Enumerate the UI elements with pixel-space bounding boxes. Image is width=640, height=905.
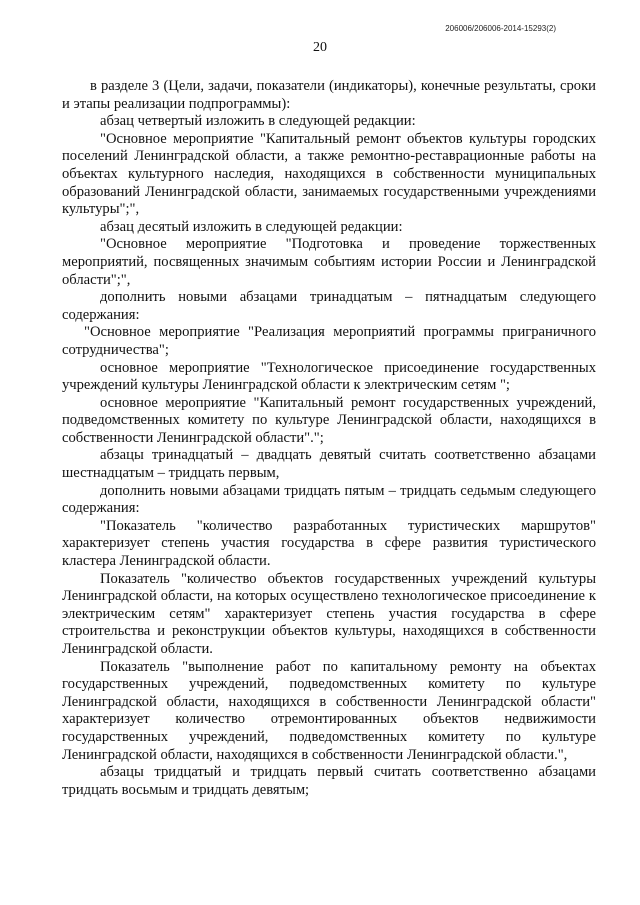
document-body xyxy=(62,78,596,799)
document-id: 206006/206006-2014-15293(2) xyxy=(445,24,556,33)
paragraph: абзацы тридцатый и тридцать первый считать соответственно абзацами тридцать восьмым и тридцать девятым; xyxy=(62,764,596,798)
paragraph: дополнить новыми абзацами тринадцатым – пятнадцатым следующего содержания: xyxy=(62,289,596,323)
paragraph: "Показатель "количество разработанных туристических маршрутов" характеризует степень участия государства в сфере развития туристического кластера Ленинградской области. xyxy=(62,517,596,570)
paragraph: Показатель "количество объектов государственных учреждений культуры Ленинградской области, на которых осуществлено технологическое присоединение к электрическим сетям" характеризует степень участия государства в сфере строительства и реконструкции объектов культуры, находящихся в собственности Ленинградской области. xyxy=(62,570,596,657)
paragraph: абзацы тринадцатый – двадцать девятый считать соответственно абзацами шестнадцатым – тридцать первым, xyxy=(62,447,596,482)
paragraph: основное мероприятие "Технологическое присоединение государственных учреждений культуры Ленинградской области к электрическим сетям "; xyxy=(62,359,596,394)
paragraph: основное мероприятие "Капитальный ремонт государственных учреждений, подведомственных комитету по культуре Ленинградской области, находящихся в собственности Ленинградской области"."; xyxy=(62,394,596,446)
paragraph: абзац четвертый изложить в следующей редакции: xyxy=(100,113,416,130)
page-number: 20 xyxy=(313,40,327,55)
paragraph: "Основное мероприятие "Капитальный ремонт объектов культуры городских поселений Ленинградской области, а также ремонтно-реставрационные работы на объектах культурного наследия, находящихся в собственности муниципальных образований Ленинградской области, занимаемых государственными учреждениями культуры";", xyxy=(62,130,596,218)
paragraph: дополнить новыми абзацами тридцать пятым – тридцать седьмым следующего содержания: xyxy=(62,482,596,517)
paragraph: "Основное мероприятие "Подготовка и проведение торжественных мероприятий, посвященных значимым событиям истории России и Ленинградской области";", xyxy=(62,236,596,288)
paragraph: "Основное мероприятие "Реализация мероприятий программы приграничного сотрудничества"; xyxy=(62,324,596,358)
paragraph: абзац десятый изложить в следующей редакции: xyxy=(100,218,403,235)
paragraph: в разделе 3 (Цели, задачи, показатели (индикаторы), конечные результаты, сроки и этапы реализации подпрограммы): xyxy=(62,78,596,112)
paragraph: Показатель "выполнение работ по капитальному ремонту на объектах государственных учреждений, подведомственных комитету по культуре Ленинградской области, находящихся в собственности Ленинградской области" характеризует количество отремонтированных объектов недвижимости государственных учреждений, подведомственных комитету по культуре Ленинградской области, находящихся в собственности Ленинградской области.", xyxy=(62,658,596,763)
